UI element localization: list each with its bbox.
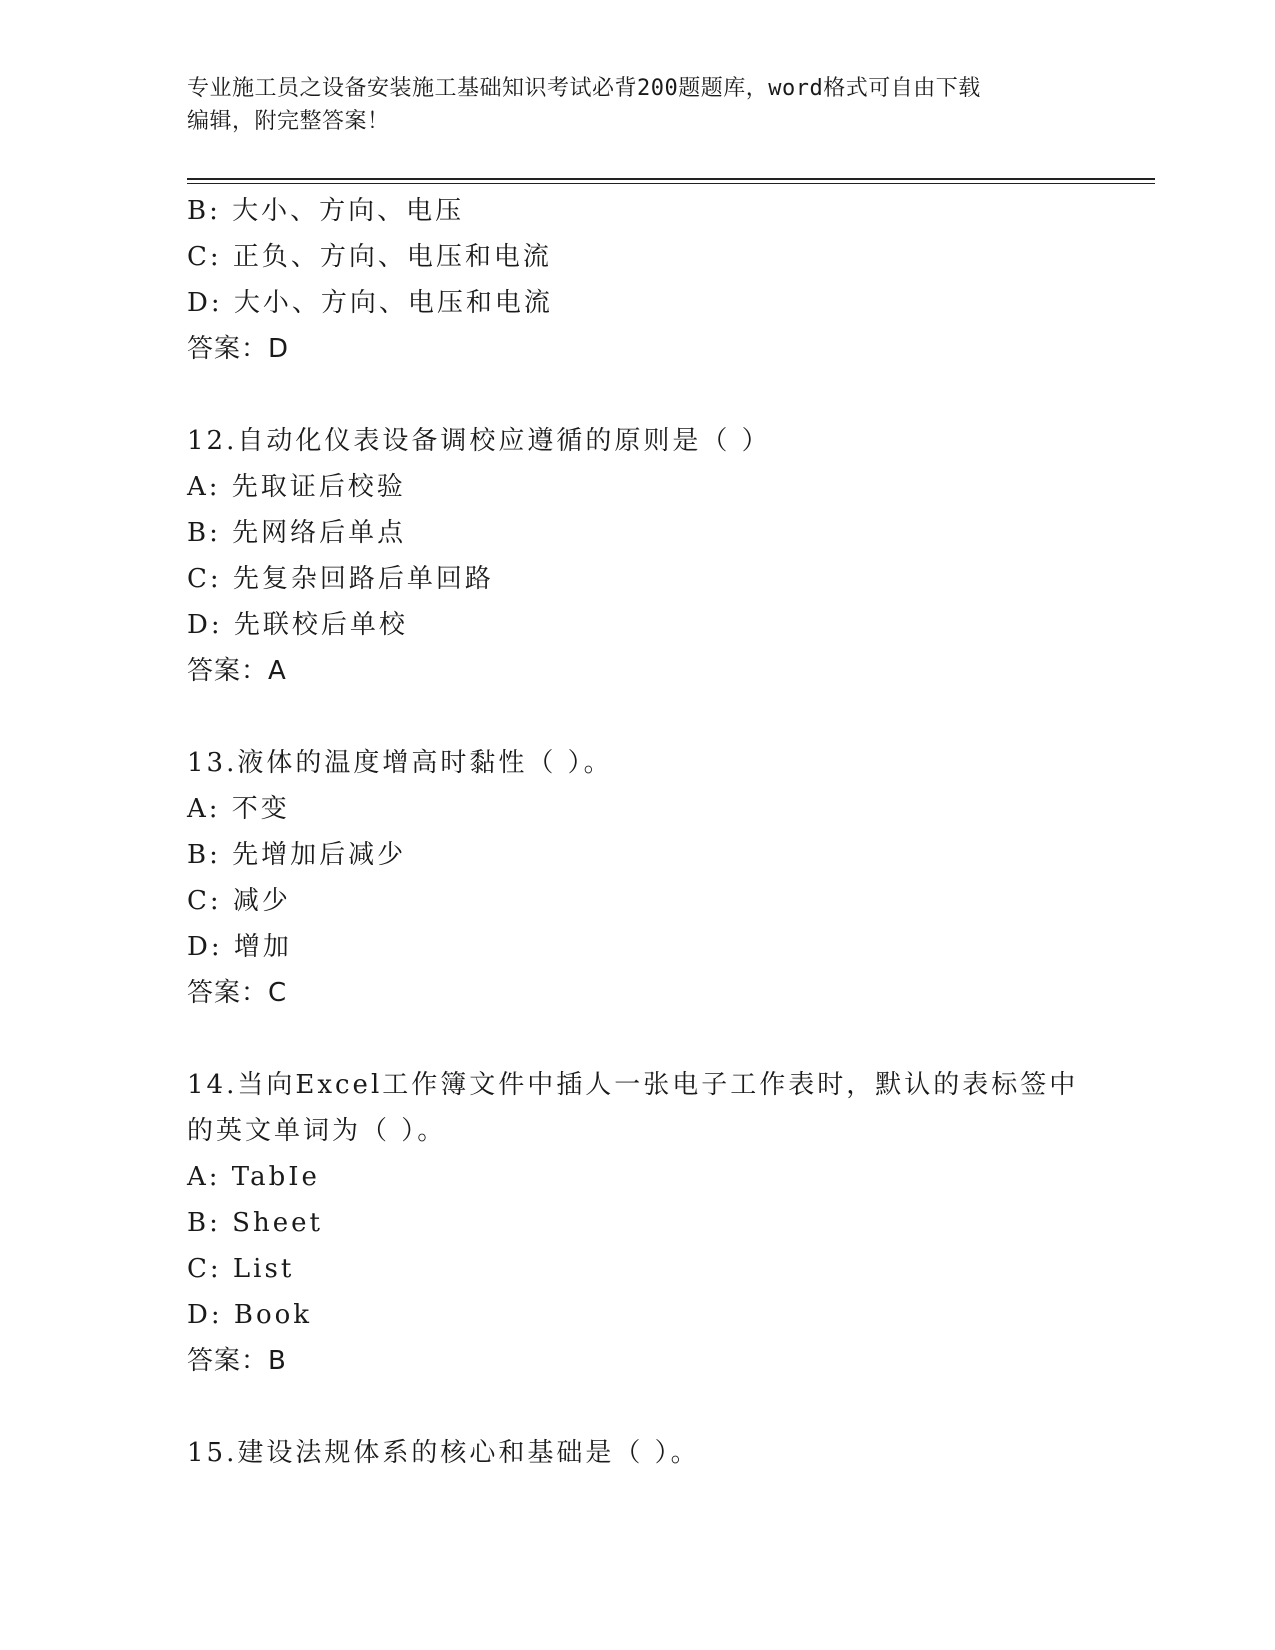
question-text-line-2: 的英文单词为（ ）。 [187, 1116, 447, 1146]
question-text-line-1: 14.当向Excel工作簿文件中插人一张电子工作表时，默认的表标签中 [187, 1070, 1079, 1100]
option-b: B: 先网络后单点 [187, 518, 407, 548]
option-d: D: 增加 [187, 932, 292, 962]
answer: 答案：C [187, 978, 288, 1008]
document-header [187, 72, 1067, 138]
question-13 [187, 740, 1087, 1016]
option-d: D: 先联校后单校 [187, 610, 408, 640]
question-15 [187, 1430, 1087, 1476]
option-b: B: Sheet [187, 1208, 323, 1238]
answer: 答案：A [187, 656, 287, 686]
question-text: 12.自动化仪表设备调校应遵循的原则是（ ） [187, 426, 771, 456]
header-rule-thick [187, 178, 1155, 180]
header-line-2: 编辑，附完整答案！ [187, 109, 390, 134]
answer: 答案：B [187, 1346, 287, 1376]
answer: 答案：D [187, 334, 290, 364]
option-c: C: 正负、方向、电压和电流 [187, 242, 552, 272]
option-c: C: 减少 [187, 886, 291, 916]
option-b: B: 先增加后减少 [187, 840, 407, 870]
question-text: 15.建设法规体系的核心和基础是（ ）。 [187, 1438, 700, 1468]
option-c: C: List [187, 1254, 295, 1284]
question-11-continued [187, 188, 1087, 372]
option-c: C: 先复杂回路后单回路 [187, 564, 494, 594]
header-line-1: 专业施工员之设备安装施工基础知识考试必背200题题库，word格式可自由下载 [187, 76, 981, 101]
option-d: D: Book [187, 1300, 313, 1330]
question-14 [187, 1062, 1087, 1384]
header-rule-thin [187, 183, 1155, 184]
option-a: A: 先取证后校验 [187, 472, 406, 502]
option-a: A: 不变 [187, 794, 290, 824]
option-b: B: 大小、方向、电压 [187, 196, 465, 226]
question-12 [187, 418, 1087, 694]
option-d: D: 大小、方向、电压和电流 [187, 288, 553, 318]
question-text: 13.液体的温度增高时黏性（ ）。 [187, 748, 613, 778]
option-a: A: TabIe [187, 1162, 320, 1192]
document-body [187, 188, 1087, 1476]
